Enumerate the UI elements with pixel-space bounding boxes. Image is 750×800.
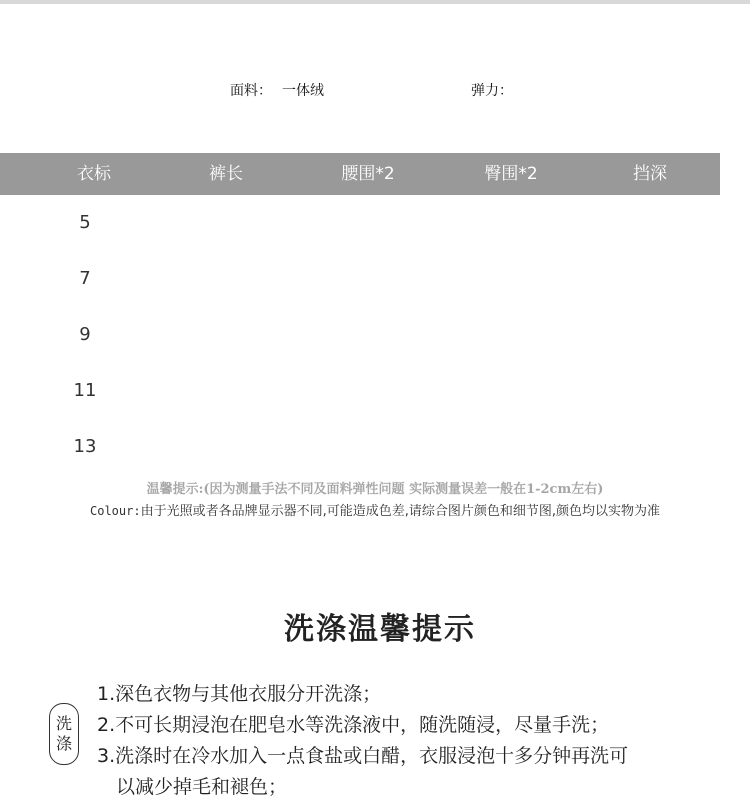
- size-table-header: [0, 153, 720, 195]
- fabric-label: 面料：: [230, 83, 272, 99]
- wash-badge-top: 洗: [55, 714, 72, 733]
- colour-text: 由于光照或者各品牌显示器不同,可能造成色差,请综合图片颜色和细节图,颜色均以实物为准: [140, 504, 660, 519]
- wash-item-3: 3.洗涤时在冷水加入一点食盐或白醋，衣服浸泡十多分钟再洗可: [97, 745, 629, 767]
- measurement-tip: 温馨提示:(因为测量手法不同及面料弹性问题 实际测量误差一般在1-2cm左右): [146, 482, 604, 497]
- wash-item-3-cont: 以减少掉毛和褪色；: [116, 776, 288, 798]
- elastic-spec: [471, 80, 513, 100]
- header-size-tag: 衣标: [77, 164, 111, 184]
- header-hip: 臀围*2: [484, 164, 538, 184]
- size-row-11: 11: [73, 380, 97, 401]
- wash-item-1: 1.深色衣物与其他衣服分开洗涤；: [97, 683, 382, 705]
- wash-badge: [49, 703, 79, 765]
- colour-prefix: Colour:: [90, 504, 141, 518]
- colour-note: [0, 500, 750, 519]
- size-row-13: 13: [73, 436, 97, 457]
- header-waist: 腰围*2: [341, 164, 395, 184]
- wash-title: 洗涤温馨提示: [284, 612, 476, 647]
- size-row-5: 5: [79, 212, 91, 233]
- size-row-7: 7: [79, 268, 91, 289]
- fabric-value: 一体绒: [282, 83, 324, 99]
- fabric-spec: [230, 80, 324, 100]
- wash-badge-bottom: 涤: [55, 734, 72, 753]
- wash-item-2: 2.不可长期浸泡在肥皂水等洗涤液中，随洗随浸，尽量手洗；: [97, 714, 610, 736]
- elastic-label: 弹力：: [471, 83, 513, 99]
- top-divider: [0, 0, 750, 4]
- header-pants-length: 裤长: [209, 164, 243, 184]
- size-row-9: 9: [79, 324, 91, 345]
- header-crotch-depth: 挡深: [633, 164, 667, 184]
